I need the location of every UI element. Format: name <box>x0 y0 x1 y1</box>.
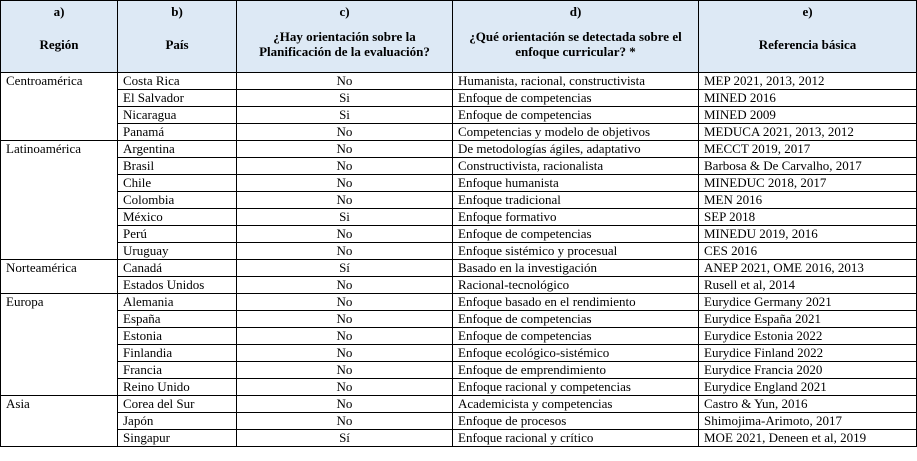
table-row <box>1 328 917 345</box>
header-planificacion <box>237 1 453 73</box>
approach-cell: Enfoque de competencias <box>453 226 699 243</box>
country-cell: Canadá <box>118 260 237 277</box>
table-row <box>1 294 917 311</box>
header-letter: e) <box>802 4 813 19</box>
planning-cell: No <box>237 362 453 379</box>
approach-cell: Racional-tecnológico <box>453 277 699 294</box>
reference-cell: Barbosa & De Carvalho, 2017 <box>699 158 917 175</box>
header-region <box>1 1 118 73</box>
approach-cell: Enfoque racional y crítico <box>453 430 699 447</box>
region-cell <box>1 192 118 209</box>
table-row <box>1 260 917 277</box>
planning-cell: No <box>237 158 453 175</box>
reference-cell: MINED 2009 <box>699 107 917 124</box>
region-cell <box>1 328 118 345</box>
planning-cell: No <box>237 124 453 141</box>
approach-cell: Enfoque tradicional <box>453 192 699 209</box>
approach-cell: Enfoque humanista <box>453 175 699 192</box>
planning-cell: Si <box>237 107 453 124</box>
region-cell <box>1 430 118 447</box>
approach-cell: Enfoque de emprendimiento <box>453 362 699 379</box>
planning-cell: No <box>237 73 453 90</box>
region-cell: Centroamérica <box>1 73 118 90</box>
reference-cell: MEDUCA 2021, 2013, 2012 <box>699 124 917 141</box>
table-row <box>1 226 917 243</box>
reference-cell: MEN 2016 <box>699 192 917 209</box>
approach-cell: Enfoque de competencias <box>453 328 699 345</box>
planning-cell: Sí <box>237 430 453 447</box>
country-cell: Reino Unido <box>118 379 237 396</box>
planning-cell: Si <box>237 90 453 107</box>
table-row <box>1 175 917 192</box>
region-cell: Asia <box>1 396 118 413</box>
approach-cell: Enfoque ecológico-sistémico <box>453 345 699 362</box>
table-row <box>1 192 917 209</box>
region-cell <box>1 362 118 379</box>
reference-cell: Eurydice España 2021 <box>699 311 917 328</box>
planning-cell: No <box>237 396 453 413</box>
country-cell: Alemania <box>118 294 237 311</box>
table-row <box>1 311 917 328</box>
region-cell: Latinoamérica <box>1 141 118 158</box>
approach-cell: Competencias y modelo de objetivos <box>453 124 699 141</box>
approach-cell: Enfoque de procesos <box>453 413 699 430</box>
reference-cell: MOE 2021, Deneen et al, 2019 <box>699 430 917 447</box>
table-row <box>1 379 917 396</box>
country-cell: Brasil <box>118 158 237 175</box>
region-cell: Norteamérica <box>1 260 118 277</box>
country-cell: Estados Unidos <box>118 277 237 294</box>
country-cell: Chile <box>118 175 237 192</box>
reference-cell: MINEDUC 2018, 2017 <box>699 175 917 192</box>
table-row <box>1 158 917 175</box>
reference-cell: ANEP 2021, OME 2016, 2013 <box>699 260 917 277</box>
header-pais <box>118 1 237 73</box>
reference-cell: MECCT 2019, 2017 <box>699 141 917 158</box>
table-row <box>1 243 917 260</box>
header-label: ¿Qué orientación se detectada sobre el enfoque curricular? * <box>469 29 682 59</box>
region-cell <box>1 90 118 107</box>
country-cell: Costa Rica <box>118 73 237 90</box>
table-row <box>1 107 917 124</box>
country-cell: México <box>118 209 237 226</box>
header-label: País <box>165 36 189 52</box>
region-cell <box>1 277 118 294</box>
table-row <box>1 209 917 226</box>
planning-cell: No <box>237 379 453 396</box>
header-enfoque <box>453 1 699 73</box>
header-label: ¿Hay orientación sobre la Planificación de la evaluación? <box>259 29 430 59</box>
region-cell <box>1 311 118 328</box>
planning-cell: No <box>237 413 453 430</box>
approach-cell: Enfoque basado en el rendimiento <box>453 294 699 311</box>
approach-cell: Constructivista, racionalista <box>453 158 699 175</box>
planning-cell: No <box>237 311 453 328</box>
region-cell <box>1 124 118 141</box>
reference-cell: SEP 2018 <box>699 209 917 226</box>
table-row <box>1 277 917 294</box>
reference-cell: Eurydice Francia 2020 <box>699 362 917 379</box>
table-row <box>1 73 917 90</box>
country-cell: Nicaragua <box>118 107 237 124</box>
country-cell: Panamá <box>118 124 237 141</box>
header-letter: d) <box>569 4 582 19</box>
reference-cell: CES 2016 <box>699 243 917 260</box>
approach-cell: Basado en la investigación <box>453 260 699 277</box>
country-cell: Argentina <box>118 141 237 158</box>
region-cell <box>1 175 118 192</box>
approach-cell: Humanista, racional, constructivista <box>453 73 699 90</box>
approach-cell: Enfoque racional y competencias <box>453 379 699 396</box>
approach-cell: Academicista y competencias <box>453 396 699 413</box>
header-letter: a) <box>53 4 65 19</box>
table-row <box>1 413 917 430</box>
approach-cell: Enfoque formativo <box>453 209 699 226</box>
region-cell: Europa <box>1 294 118 311</box>
reference-cell: Eurydice Estonia 2022 <box>699 328 917 345</box>
header-row <box>1 1 917 73</box>
planning-cell: Si <box>237 209 453 226</box>
country-cell: Singapur <box>118 430 237 447</box>
planning-cell: No <box>237 192 453 209</box>
region-cell <box>1 107 118 124</box>
country-cell: Estonia <box>118 328 237 345</box>
country-cell: Perú <box>118 226 237 243</box>
country-cell: Uruguay <box>118 243 237 260</box>
reference-cell: Rusell et al, 2014 <box>699 277 917 294</box>
planning-cell: No <box>237 226 453 243</box>
header-letter: c) <box>339 4 350 19</box>
table-row <box>1 362 917 379</box>
approach-cell: De metodologías ágiles, adaptativo <box>453 141 699 158</box>
planning-cell: Sí <box>237 260 453 277</box>
table-row <box>1 430 917 447</box>
planning-cell: No <box>237 328 453 345</box>
region-cell <box>1 226 118 243</box>
approach-cell: Enfoque de competencias <box>453 311 699 328</box>
country-cell: España <box>118 311 237 328</box>
table-row <box>1 141 917 158</box>
region-cell <box>1 209 118 226</box>
region-cell <box>1 413 118 430</box>
approach-cell: Enfoque de competencias <box>453 90 699 107</box>
reference-cell: Castro & Yun, 2016 <box>699 396 917 413</box>
country-cell: Finlandia <box>118 345 237 362</box>
region-cell <box>1 243 118 260</box>
country-cell: Japón <box>118 413 237 430</box>
reference-cell: MEP 2021, 2013, 2012 <box>699 73 917 90</box>
header-label: Región <box>39 36 79 52</box>
reference-cell: MINED 2016 <box>699 90 917 107</box>
country-cell: Francia <box>118 362 237 379</box>
region-cell <box>1 158 118 175</box>
approach-cell: Enfoque de competencias <box>453 107 699 124</box>
region-cell <box>1 379 118 396</box>
planning-cell: No <box>237 277 453 294</box>
table-row <box>1 345 917 362</box>
planning-cell: No <box>237 243 453 260</box>
table-row <box>1 90 917 107</box>
header-label: Referencia básica <box>758 36 857 52</box>
reference-cell: Eurydice Finland 2022 <box>699 345 917 362</box>
table-row <box>1 124 917 141</box>
header-referencia <box>699 1 917 73</box>
approach-cell: Enfoque sistémico y procesual <box>453 243 699 260</box>
country-cell: Corea del Sur <box>118 396 237 413</box>
region-cell <box>1 345 118 362</box>
planning-cell: No <box>237 141 453 158</box>
reference-cell: Eurydice England 2021 <box>699 379 917 396</box>
planning-cell: No <box>237 294 453 311</box>
country-cell: El Salvador <box>118 90 237 107</box>
country-cell: Colombia <box>118 192 237 209</box>
planning-cell: No <box>237 345 453 362</box>
reference-cell: Shimojima-Arimoto, 2017 <box>699 413 917 430</box>
header-letter: b) <box>171 4 183 19</box>
reference-cell: Eurydice Germany 2021 <box>699 294 917 311</box>
planning-cell: No <box>237 175 453 192</box>
reference-cell: MINEDU 2019, 2016 <box>699 226 917 243</box>
table-body <box>1 73 917 447</box>
table-row <box>1 396 917 413</box>
